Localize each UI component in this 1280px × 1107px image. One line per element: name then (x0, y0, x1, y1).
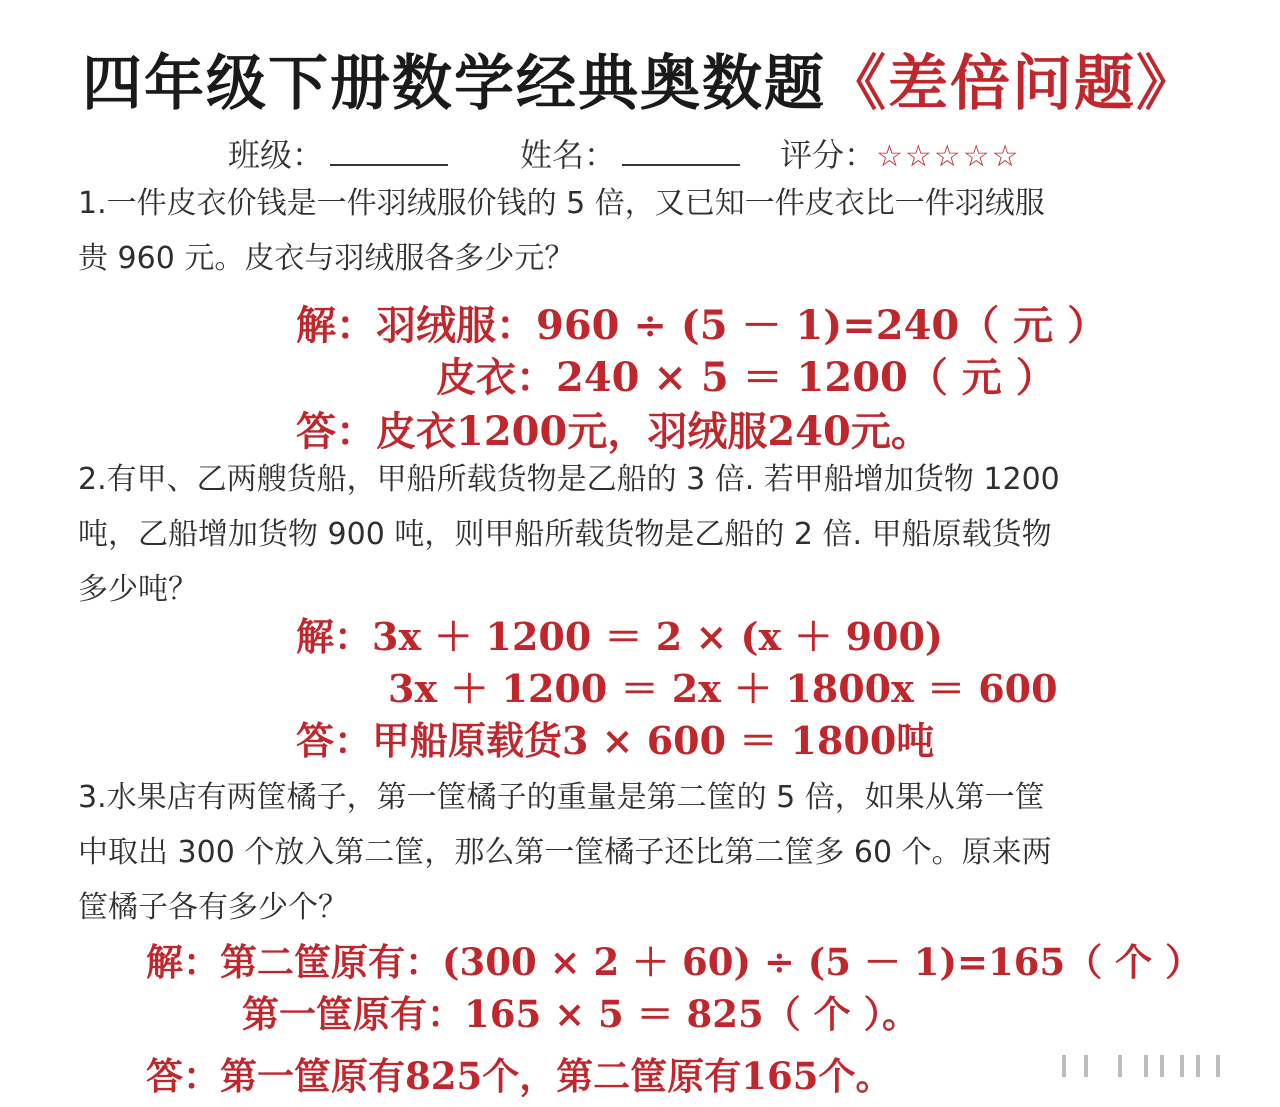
question-3-line-2: 中取出 300 个放入第二筐，那么第一筐橘子还比第二筐多 60 个。原来两 (78, 835, 1052, 870)
question-1 (78, 176, 1208, 286)
question-2-line-3: 多少吨？ (78, 572, 198, 607)
question-2-answer: 答：甲船原载货3 × 600 ＝ 1800吨 (296, 718, 935, 763)
question-3-line-3: 筐橘子各有多少个？ (78, 890, 348, 925)
question-1-solution-step-1: 解：羽绒服：960 ÷ (5 － 1)=240（ 元 ） (296, 302, 1108, 349)
title-main: 四年级下册数学经典奥数题 (82, 49, 826, 119)
title-topic: 《差倍问题》 (826, 49, 1198, 119)
question-3-solution-step-2: 第一筐原有：165 × 5 ＝ 825（ 个 ）。 (242, 992, 920, 1036)
question-1-line-2: 贵 960 元。皮衣与羽绒服各多少元？ (78, 241, 575, 276)
class-field (228, 130, 448, 176)
question-2 (78, 452, 1208, 617)
question-3-solution-step-1: 解：第二筐原有：(300 × 2 ＋ 60) ÷ (5 － 1)=165（ 个 ） (146, 940, 1203, 984)
question-1-solution-step-2: 皮衣：240 × 5 ＝ 1200（ 元 ） (436, 354, 1056, 401)
student-info-row (0, 130, 1280, 174)
score-label: 评分： (780, 136, 877, 174)
question-3-line-1: 3.水果店有两筐橘子，第一筐橘子的重量是第二筐的 5 倍，如果从第一筐 (78, 780, 1045, 815)
question-3 (78, 770, 1208, 935)
question-2-solution-step-1: 解：3x ＋ 1200 ＝ 2 × (x ＋ 900) (296, 614, 943, 659)
name-label: 姓名： (520, 136, 617, 174)
question-2-solution-step-2: 3x ＋ 1200 ＝ 2x ＋ 1800x ＝ 600 (388, 666, 1058, 711)
class-label: 班级： (228, 136, 325, 174)
name-blank (622, 134, 740, 166)
question-2-line-1: 2.有甲、乙两艘货船，甲船所载货物是乙船的 3 倍. 若甲船增加货物 1200 (78, 462, 1060, 497)
name-field (520, 130, 740, 176)
star-rating-icon: ☆☆☆☆☆ (876, 139, 1021, 174)
watermark-overlay (984, 1049, 1252, 1083)
question-1-line-1: 1.一件皮衣价钱是一件羽绒服价钱的 5 倍，又已知一件皮衣比一件羽绒服 (78, 186, 1045, 221)
score-field (780, 130, 1021, 176)
worksheet-title (0, 36, 1280, 122)
question-3-answer: 答：第一筐原有825个，第二筐原有165个。 (146, 1054, 893, 1098)
class-blank (330, 134, 448, 166)
question-2-line-2: 吨，乙船增加货物 900 吨，则甲船所载货物是乙船的 2 倍. 甲船原载货物 (78, 517, 1052, 552)
question-1-answer: 答：皮衣1200元，羽绒服240元。 (296, 408, 931, 455)
